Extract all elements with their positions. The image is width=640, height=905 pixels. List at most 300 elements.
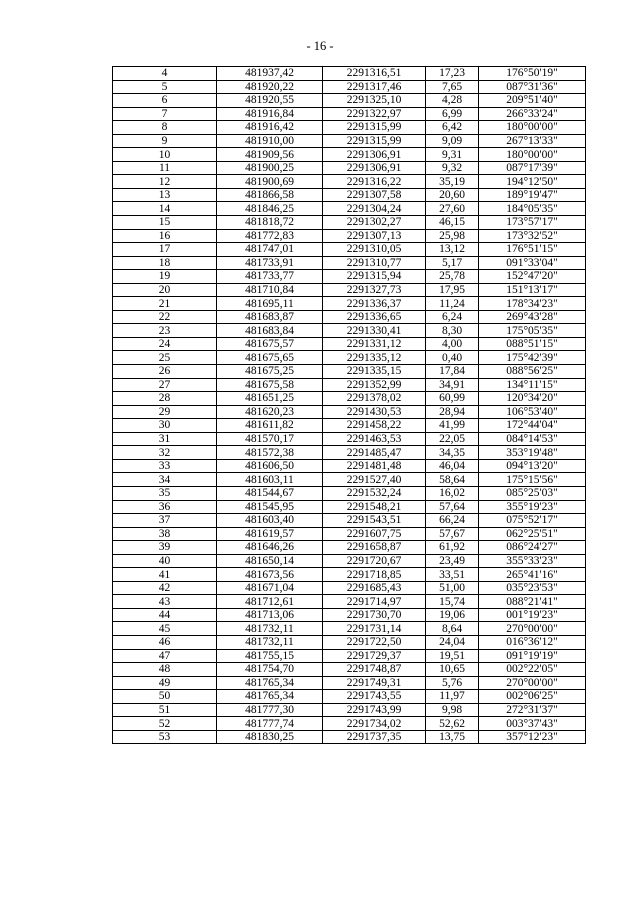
y-coordinate-cell: 2291315,99	[323, 121, 426, 135]
distance-cell: 0,40	[426, 351, 479, 365]
table-row	[113, 297, 586, 311]
point-number-cell: 43	[113, 595, 217, 609]
x-coordinate-cell: 481830,25	[217, 730, 323, 744]
x-coordinate-cell: 481712,61	[217, 595, 323, 609]
distance-cell: 4,28	[426, 94, 479, 108]
distance-cell: 9,31	[426, 148, 479, 162]
point-number-cell: 37	[113, 514, 217, 528]
point-number-cell: 20	[113, 283, 217, 297]
point-number-cell: 17	[113, 243, 217, 257]
x-coordinate-cell: 481673,56	[217, 568, 323, 582]
point-number-cell: 24	[113, 337, 217, 351]
y-coordinate-cell: 2291731,14	[323, 622, 426, 636]
x-coordinate-cell: 481866,58	[217, 188, 323, 202]
bearing-cell: 173°32'52"	[479, 229, 586, 243]
table-row	[113, 486, 586, 500]
table-row	[113, 80, 586, 94]
x-coordinate-cell: 481545,95	[217, 500, 323, 514]
distance-cell: 52,62	[426, 717, 479, 731]
x-coordinate-cell: 481733,91	[217, 256, 323, 270]
point-number-cell: 30	[113, 419, 217, 433]
point-number-cell: 38	[113, 527, 217, 541]
point-number-cell: 23	[113, 324, 217, 338]
point-number-cell: 34	[113, 473, 217, 487]
x-coordinate-cell: 481713,06	[217, 608, 323, 622]
y-coordinate-cell: 2291327,73	[323, 283, 426, 297]
distance-cell: 51,00	[426, 581, 479, 595]
point-number-cell: 48	[113, 663, 217, 677]
x-coordinate-cell: 481603,11	[217, 473, 323, 487]
x-coordinate-cell: 481909,56	[217, 148, 323, 162]
point-number-cell: 13	[113, 188, 217, 202]
x-coordinate-cell: 481620,23	[217, 405, 323, 419]
table-row	[113, 419, 586, 433]
y-coordinate-cell: 2291463,53	[323, 432, 426, 446]
x-coordinate-cell: 481747,01	[217, 243, 323, 257]
bearing-cell: 084°14'53"	[479, 432, 586, 446]
bearing-cell: 003°37'43"	[479, 717, 586, 731]
x-coordinate-cell: 481544,67	[217, 486, 323, 500]
point-number-cell: 52	[113, 717, 217, 731]
y-coordinate-cell: 2291330,41	[323, 324, 426, 338]
x-coordinate-cell: 481695,11	[217, 297, 323, 311]
x-coordinate-cell: 481710,84	[217, 283, 323, 297]
bearing-cell: 209°51'40"	[479, 94, 586, 108]
distance-cell: 66,24	[426, 514, 479, 528]
x-coordinate-cell: 481646,26	[217, 541, 323, 555]
distance-cell: 25,98	[426, 229, 479, 243]
x-coordinate-cell: 481619,57	[217, 527, 323, 541]
y-coordinate-cell: 2291729,37	[323, 649, 426, 663]
distance-cell: 33,51	[426, 568, 479, 582]
table-row	[113, 649, 586, 663]
table-row	[113, 283, 586, 297]
y-coordinate-cell: 2291325,10	[323, 94, 426, 108]
point-number-cell: 49	[113, 676, 217, 690]
distance-cell: 17,84	[426, 365, 479, 379]
y-coordinate-cell: 2291749,31	[323, 676, 426, 690]
distance-cell: 19,06	[426, 608, 479, 622]
bearing-cell: 001°19'23"	[479, 608, 586, 622]
table-row	[113, 581, 586, 595]
point-number-cell: 16	[113, 229, 217, 243]
table-row	[113, 717, 586, 731]
table-row	[113, 229, 586, 243]
table-row	[113, 94, 586, 108]
x-coordinate-cell: 481651,25	[217, 392, 323, 406]
table-row	[113, 635, 586, 649]
bearing-cell: 094°13'20"	[479, 459, 586, 473]
bearing-cell: 106°53'40"	[479, 405, 586, 419]
distance-cell: 34,35	[426, 446, 479, 460]
table-row	[113, 703, 586, 717]
table-row	[113, 527, 586, 541]
x-coordinate-cell: 481937,42	[217, 67, 323, 81]
bearing-cell: 194°12'50"	[479, 175, 586, 189]
y-coordinate-cell: 2291378,02	[323, 392, 426, 406]
bearing-cell: 355°33'23"	[479, 554, 586, 568]
distance-cell: 5,76	[426, 676, 479, 690]
point-number-cell: 44	[113, 608, 217, 622]
point-number-cell: 36	[113, 500, 217, 514]
y-coordinate-cell: 2291485,47	[323, 446, 426, 460]
point-number-cell: 10	[113, 148, 217, 162]
bearing-cell: 184°05'35"	[479, 202, 586, 216]
point-number-cell: 27	[113, 378, 217, 392]
distance-cell: 13,12	[426, 243, 479, 257]
point-number-cell: 9	[113, 134, 217, 148]
bearing-cell: 267°13'33"	[479, 134, 586, 148]
bearing-cell: 176°50'19"	[479, 67, 586, 81]
x-coordinate-cell: 481671,04	[217, 581, 323, 595]
distance-cell: 8,64	[426, 622, 479, 636]
distance-cell: 58,64	[426, 473, 479, 487]
bearing-cell: 178°34'23"	[479, 297, 586, 311]
bearing-cell: 270°00'00"	[479, 622, 586, 636]
distance-cell: 23,49	[426, 554, 479, 568]
distance-cell: 8,30	[426, 324, 479, 338]
point-number-cell: 12	[113, 175, 217, 189]
bearing-cell: 087°17'39"	[479, 161, 586, 175]
bearing-cell: 176°51'15"	[479, 243, 586, 257]
table-row	[113, 500, 586, 514]
distance-cell: 57,64	[426, 500, 479, 514]
table-row	[113, 351, 586, 365]
y-coordinate-cell: 2291737,35	[323, 730, 426, 744]
y-coordinate-cell: 2291302,27	[323, 216, 426, 230]
table-row	[113, 473, 586, 487]
y-coordinate-cell: 2291730,70	[323, 608, 426, 622]
x-coordinate-cell: 481765,34	[217, 690, 323, 704]
y-coordinate-cell: 2291718,85	[323, 568, 426, 582]
point-number-cell: 46	[113, 635, 217, 649]
distance-cell: 24,04	[426, 635, 479, 649]
table-row	[113, 608, 586, 622]
x-coordinate-cell: 481772,83	[217, 229, 323, 243]
bearing-cell: 173°57'17"	[479, 216, 586, 230]
y-coordinate-cell: 2291315,94	[323, 270, 426, 284]
bearing-cell: 272°31'37"	[479, 703, 586, 717]
bearing-cell: 357°12'23"	[479, 730, 586, 744]
x-coordinate-cell: 481818,72	[217, 216, 323, 230]
y-coordinate-cell: 2291335,12	[323, 351, 426, 365]
bearing-cell: 088°51'15"	[479, 337, 586, 351]
y-coordinate-cell: 2291316,51	[323, 67, 426, 81]
point-number-cell: 25	[113, 351, 217, 365]
bearing-cell: 265°41'16"	[479, 568, 586, 582]
table-row	[113, 730, 586, 744]
y-coordinate-cell: 2291336,65	[323, 310, 426, 324]
point-number-cell: 11	[113, 161, 217, 175]
distance-cell: 4,00	[426, 337, 479, 351]
bearing-cell: 088°21'41"	[479, 595, 586, 609]
x-coordinate-cell: 481777,74	[217, 717, 323, 731]
x-coordinate-cell: 481910,00	[217, 134, 323, 148]
bearing-cell: 091°33'04"	[479, 256, 586, 270]
y-coordinate-cell: 2291714,97	[323, 595, 426, 609]
x-coordinate-cell: 481732,11	[217, 622, 323, 636]
point-number-cell: 31	[113, 432, 217, 446]
distance-cell: 57,67	[426, 527, 479, 541]
table-row	[113, 175, 586, 189]
y-coordinate-cell: 2291734,02	[323, 717, 426, 731]
distance-cell: 34,91	[426, 378, 479, 392]
point-number-cell: 32	[113, 446, 217, 460]
point-number-cell: 8	[113, 121, 217, 135]
bearing-cell: 134°11'15"	[479, 378, 586, 392]
bearing-cell: 088°56'25"	[479, 365, 586, 379]
y-coordinate-cell: 2291310,77	[323, 256, 426, 270]
y-coordinate-cell: 2291532,24	[323, 486, 426, 500]
distance-cell: 46,04	[426, 459, 479, 473]
y-coordinate-cell: 2291322,97	[323, 107, 426, 121]
point-number-cell: 14	[113, 202, 217, 216]
table-row	[113, 243, 586, 257]
bearing-cell: 269°43'28"	[479, 310, 586, 324]
table-row	[113, 392, 586, 406]
table-row	[113, 67, 586, 81]
point-number-cell: 29	[113, 405, 217, 419]
coordinates-table-body	[113, 67, 586, 744]
y-coordinate-cell: 2291336,37	[323, 297, 426, 311]
table-row	[113, 134, 586, 148]
table-row	[113, 541, 586, 555]
bearing-cell: 016°36'12"	[479, 635, 586, 649]
distance-cell: 25,78	[426, 270, 479, 284]
distance-cell: 7,65	[426, 80, 479, 94]
distance-cell: 16,02	[426, 486, 479, 500]
x-coordinate-cell: 481675,58	[217, 378, 323, 392]
table-row	[113, 337, 586, 351]
point-number-cell: 42	[113, 581, 217, 595]
y-coordinate-cell: 2291316,22	[323, 175, 426, 189]
distance-cell: 17,95	[426, 283, 479, 297]
point-number-cell: 21	[113, 297, 217, 311]
x-coordinate-cell: 481920,22	[217, 80, 323, 94]
table-row	[113, 568, 586, 582]
y-coordinate-cell: 2291306,91	[323, 161, 426, 175]
table-row	[113, 121, 586, 135]
table-row	[113, 405, 586, 419]
point-number-cell: 53	[113, 730, 217, 744]
distance-cell: 41,99	[426, 419, 479, 433]
distance-cell: 13,75	[426, 730, 479, 744]
table-row	[113, 216, 586, 230]
y-coordinate-cell: 2291304,24	[323, 202, 426, 216]
point-number-cell: 35	[113, 486, 217, 500]
table-row	[113, 514, 586, 528]
table-row	[113, 188, 586, 202]
distance-cell: 60,99	[426, 392, 479, 406]
table-row	[113, 676, 586, 690]
y-coordinate-cell: 2291658,87	[323, 541, 426, 555]
bearing-cell: 075°52'17"	[479, 514, 586, 528]
y-coordinate-cell: 2291335,15	[323, 365, 426, 379]
distance-cell: 9,09	[426, 134, 479, 148]
x-coordinate-cell: 481900,69	[217, 175, 323, 189]
y-coordinate-cell: 2291331,12	[323, 337, 426, 351]
distance-cell: 9,32	[426, 161, 479, 175]
y-coordinate-cell: 2291352,99	[323, 378, 426, 392]
bearing-cell: 087°31'36"	[479, 80, 586, 94]
distance-cell: 11,24	[426, 297, 479, 311]
bearing-cell: 175°42'39"	[479, 351, 586, 365]
bearing-cell: 353°19'48"	[479, 446, 586, 460]
x-coordinate-cell: 481733,77	[217, 270, 323, 284]
table-row	[113, 310, 586, 324]
point-number-cell: 18	[113, 256, 217, 270]
x-coordinate-cell: 481754,70	[217, 663, 323, 677]
point-number-cell: 51	[113, 703, 217, 717]
y-coordinate-cell: 2291310,05	[323, 243, 426, 257]
bearing-cell: 172°44'04"	[479, 419, 586, 433]
bearing-cell: 085°25'03"	[479, 486, 586, 500]
point-number-cell: 4	[113, 67, 217, 81]
distance-cell: 6,24	[426, 310, 479, 324]
distance-cell: 27,60	[426, 202, 479, 216]
distance-cell: 10,65	[426, 663, 479, 677]
x-coordinate-cell: 481765,34	[217, 676, 323, 690]
bearing-cell: 035°23'53"	[479, 581, 586, 595]
x-coordinate-cell: 481777,30	[217, 703, 323, 717]
point-number-cell: 33	[113, 459, 217, 473]
y-coordinate-cell: 2291748,87	[323, 663, 426, 677]
y-coordinate-cell: 2291527,40	[323, 473, 426, 487]
table-row	[113, 690, 586, 704]
point-number-cell: 47	[113, 649, 217, 663]
table-row	[113, 202, 586, 216]
x-coordinate-cell: 481916,84	[217, 107, 323, 121]
point-number-cell: 19	[113, 270, 217, 284]
x-coordinate-cell: 481570,17	[217, 432, 323, 446]
x-coordinate-cell: 481732,11	[217, 635, 323, 649]
bearing-cell: 266°33'24"	[479, 107, 586, 121]
y-coordinate-cell: 2291743,99	[323, 703, 426, 717]
y-coordinate-cell: 2291307,58	[323, 188, 426, 202]
y-coordinate-cell: 2291685,43	[323, 581, 426, 595]
table-row	[113, 622, 586, 636]
bearing-cell: 180°00'00"	[479, 148, 586, 162]
table-row	[113, 554, 586, 568]
x-coordinate-cell: 481606,50	[217, 459, 323, 473]
bearing-cell: 091°19'19"	[479, 649, 586, 663]
x-coordinate-cell: 481846,25	[217, 202, 323, 216]
distance-cell: 5,17	[426, 256, 479, 270]
bearing-cell: 152°47'20"	[479, 270, 586, 284]
distance-cell: 61,92	[426, 541, 479, 555]
x-coordinate-cell: 481755,15	[217, 649, 323, 663]
y-coordinate-cell: 2291306,91	[323, 148, 426, 162]
point-number-cell: 26	[113, 365, 217, 379]
page-number: - 16 -	[306, 39, 334, 53]
x-coordinate-cell: 481675,65	[217, 351, 323, 365]
distance-cell: 22,05	[426, 432, 479, 446]
x-coordinate-cell: 481675,57	[217, 337, 323, 351]
bearing-cell: 270°00'00"	[479, 676, 586, 690]
x-coordinate-cell: 481900,25	[217, 161, 323, 175]
point-number-cell: 22	[113, 310, 217, 324]
distance-cell: 11,97	[426, 690, 479, 704]
table-row	[113, 663, 586, 677]
point-number-cell: 28	[113, 392, 217, 406]
point-number-cell: 15	[113, 216, 217, 230]
y-coordinate-cell: 2291481,48	[323, 459, 426, 473]
x-coordinate-cell: 481916,42	[217, 121, 323, 135]
bearing-cell: 062°25'51"	[479, 527, 586, 541]
bearing-cell: 175°15'56"	[479, 473, 586, 487]
table-row	[113, 324, 586, 338]
y-coordinate-cell: 2291548,21	[323, 500, 426, 514]
distance-cell: 6,42	[426, 121, 479, 135]
bearing-cell: 086°24'27"	[479, 541, 586, 555]
point-number-cell: 50	[113, 690, 217, 704]
y-coordinate-cell: 2291317,46	[323, 80, 426, 94]
distance-cell: 35,19	[426, 175, 479, 189]
x-coordinate-cell: 481603,40	[217, 514, 323, 528]
coordinates-table	[112, 66, 586, 744]
x-coordinate-cell: 481683,87	[217, 310, 323, 324]
distance-cell: 17,23	[426, 67, 479, 81]
table-row	[113, 459, 586, 473]
bearing-cell: 120°34'20"	[479, 392, 586, 406]
x-coordinate-cell: 481611,82	[217, 419, 323, 433]
point-number-cell: 6	[113, 94, 217, 108]
table-row	[113, 161, 586, 175]
table-row	[113, 432, 586, 446]
y-coordinate-cell: 2291722,50	[323, 635, 426, 649]
y-coordinate-cell: 2291307,13	[323, 229, 426, 243]
table-row	[113, 270, 586, 284]
x-coordinate-cell: 481650,14	[217, 554, 323, 568]
distance-cell: 46,15	[426, 216, 479, 230]
distance-cell: 9,98	[426, 703, 479, 717]
distance-cell: 6,99	[426, 107, 479, 121]
point-number-cell: 39	[113, 541, 217, 555]
point-number-cell: 40	[113, 554, 217, 568]
bearing-cell: 355°19'23"	[479, 500, 586, 514]
table-row	[113, 148, 586, 162]
bearing-cell: 151°13'17"	[479, 283, 586, 297]
table-row	[113, 378, 586, 392]
bearing-cell: 002°22'05"	[479, 663, 586, 677]
bearing-cell: 189°19'47"	[479, 188, 586, 202]
point-number-cell: 5	[113, 80, 217, 94]
y-coordinate-cell: 2291315,99	[323, 134, 426, 148]
x-coordinate-cell: 481572,38	[217, 446, 323, 460]
table-row	[113, 595, 586, 609]
y-coordinate-cell: 2291430,53	[323, 405, 426, 419]
bearing-cell: 002°06'25"	[479, 690, 586, 704]
y-coordinate-cell: 2291543,51	[323, 514, 426, 528]
y-coordinate-cell: 2291720,67	[323, 554, 426, 568]
y-coordinate-cell: 2291607,75	[323, 527, 426, 541]
table-row	[113, 107, 586, 121]
distance-cell: 19,51	[426, 649, 479, 663]
table-row	[113, 446, 586, 460]
y-coordinate-cell: 2291743,55	[323, 690, 426, 704]
y-coordinate-cell: 2291458,22	[323, 419, 426, 433]
table-row	[113, 256, 586, 270]
point-number-cell: 41	[113, 568, 217, 582]
distance-cell: 15,74	[426, 595, 479, 609]
distance-cell: 20,60	[426, 188, 479, 202]
point-number-cell: 45	[113, 622, 217, 636]
bearing-cell: 175°05'35"	[479, 324, 586, 338]
x-coordinate-cell: 481683,84	[217, 324, 323, 338]
x-coordinate-cell: 481675,25	[217, 365, 323, 379]
table-row	[113, 365, 586, 379]
distance-cell: 28,94	[426, 405, 479, 419]
